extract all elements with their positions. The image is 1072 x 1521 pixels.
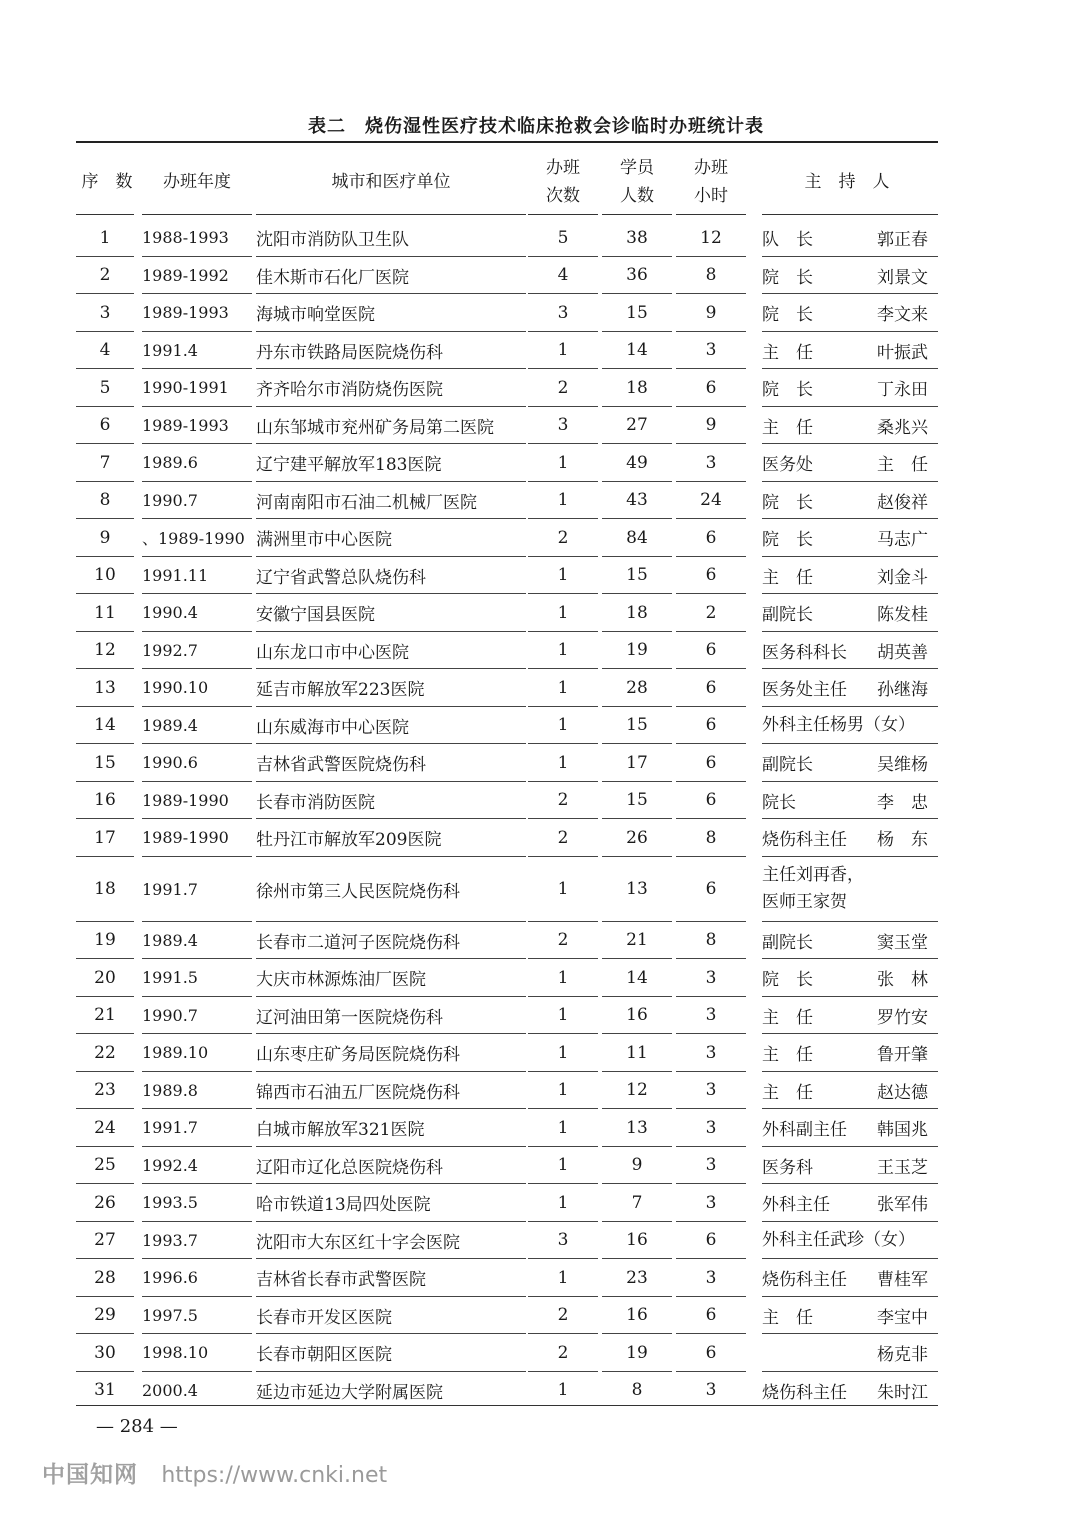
row-year: 1989.6 [142, 453, 198, 473]
row-host-title: 院 长 [762, 530, 813, 551]
row-org: 长春市开发区医院 [256, 1307, 392, 1328]
row-students: 21 [626, 930, 648, 951]
row-host-name: 刘景文 [877, 267, 928, 288]
row-times: 1 [557, 1155, 569, 1176]
row-host-name: 赵俊祥 [877, 492, 928, 513]
row-times: 2 [557, 377, 569, 398]
row-host-title: 主 任 [762, 567, 813, 588]
row-students: 15 [626, 715, 648, 736]
row-host-title: 副院长 [762, 755, 813, 776]
table-row [76, 1034, 938, 1072]
row-year: 1992.4 [142, 1155, 198, 1175]
row-seq: 22 [94, 1042, 116, 1063]
row-org: 延吉市解放军223医院 [256, 680, 425, 701]
row-hours: 3 [705, 1005, 717, 1026]
row-seq: 12 [94, 640, 116, 661]
row-org: 满洲里市中心医院 [256, 530, 392, 551]
row-year: 1992.7 [142, 640, 198, 660]
table-row [76, 294, 938, 332]
row-host-name: 张 林 [877, 970, 928, 991]
row-host-name: 叶振武 [877, 342, 928, 363]
row-times: 4 [557, 265, 569, 286]
row-times: 1 [557, 602, 569, 623]
row-host-name: 王玉芝 [877, 1157, 928, 1178]
row-year: 1988-1993 [142, 228, 229, 248]
row-seq: 19 [94, 930, 116, 951]
row-hours: 9 [705, 415, 717, 436]
row-seq: 15 [94, 752, 116, 773]
table-row [76, 922, 938, 960]
row-students: 16 [626, 1005, 648, 1026]
row-times: 2 [557, 930, 569, 951]
row-year: 1993.7 [142, 1230, 198, 1250]
row-host-name: 李文来 [877, 305, 928, 326]
row-org: 牡丹江市解放军209医院 [256, 830, 442, 851]
table-row [76, 219, 938, 257]
row-times: 1 [557, 1192, 569, 1213]
table-row [76, 1184, 938, 1222]
row-host-name: 窦玉堂 [877, 932, 928, 953]
row-times: 1 [557, 715, 569, 736]
row-seq: 31 [94, 1380, 116, 1401]
row-host-title: 主 任 [762, 342, 813, 363]
row-host-name: 曹桂军 [877, 1270, 928, 1291]
row-times: 2 [557, 790, 569, 811]
table-row [76, 959, 938, 997]
table-row [76, 407, 938, 445]
row-seq: 8 [99, 490, 111, 511]
row-students: 15 [626, 302, 648, 323]
row-students: 19 [626, 640, 648, 661]
row-hours: 3 [705, 1117, 717, 1138]
row-host-title: 主 任 [762, 417, 813, 438]
table-row [76, 1109, 938, 1147]
row-seq: 10 [94, 565, 116, 586]
row-students: 9 [631, 1155, 643, 1176]
row-times: 1 [557, 565, 569, 586]
header-org: 城市和医疗单位 [331, 172, 451, 192]
row-org: 锦西市石油五厂医院烧伤科 [256, 1082, 460, 1103]
row-times: 1 [557, 1380, 569, 1401]
row-seq: 11 [94, 602, 116, 623]
row-students: 15 [626, 565, 648, 586]
table-row [76, 782, 938, 820]
row-host-name: 杨克非 [877, 1345, 928, 1366]
row-org: 辽宁建平解放军183医院 [256, 455, 442, 476]
row-students: 28 [626, 677, 648, 698]
row-org: 佳木斯市石化厂医院 [256, 267, 409, 288]
row-hours: 3 [705, 1080, 717, 1101]
header-students: 学员 人数 [620, 158, 654, 206]
row-org: 山东威海市中心医院 [256, 717, 409, 738]
row-seq: 21 [94, 1005, 116, 1026]
row-times: 1 [557, 967, 569, 988]
row-times: 1 [557, 452, 569, 473]
watermark [42, 1456, 387, 1489]
row-times: 1 [557, 1267, 569, 1288]
row-year: 、1989-1990 [142, 529, 245, 549]
row-org: 吉林省长春市武警医院 [256, 1270, 426, 1291]
row-hours: 6 [705, 565, 717, 586]
row-hours: 8 [705, 265, 717, 286]
row-year: 2000.4 [142, 1380, 198, 1400]
row-host-title: 医务科 [762, 1157, 813, 1178]
row-students: 13 [626, 879, 648, 899]
header-separator [76, 214, 134, 215]
page-number: — 284 — [96, 1416, 178, 1437]
row-org: 沈阳市消防队卫生队 [256, 230, 409, 251]
row-hours: 3 [705, 967, 717, 988]
row-host-title: 烧伤科主任 [762, 1382, 847, 1403]
row-host-title: 副院长 [762, 605, 813, 626]
row-times: 2 [557, 1305, 569, 1326]
row-org: 河南南阳市石油二机械厂医院 [256, 492, 477, 513]
table-row [76, 707, 938, 745]
row-year: 1990.7 [142, 1005, 198, 1025]
row-times: 2 [557, 1342, 569, 1363]
row-host-name: 鲁开肇 [877, 1045, 928, 1066]
row-org: 大庆市林源炼油厂医院 [256, 970, 426, 991]
row-host: 外科主任武珍（女） [762, 1229, 915, 1250]
row-hours: 3 [705, 1155, 717, 1176]
row-seq: 24 [94, 1117, 116, 1138]
row-students: 17 [626, 752, 648, 773]
row-hours: 24 [700, 490, 722, 511]
row-seq: 16 [94, 790, 116, 811]
row-times: 1 [557, 1005, 569, 1026]
row-org: 长春市消防医院 [256, 792, 375, 813]
row-hours: 8 [705, 827, 717, 848]
header-times: 办班 次数 [546, 158, 580, 206]
row-host-name: 主 任 [877, 455, 928, 476]
row-times: 5 [557, 227, 569, 248]
row-org: 吉林省武警医院烧伤科 [256, 755, 426, 776]
table-row [76, 369, 938, 407]
row-hours: 6 [705, 377, 717, 398]
table-row [76, 1147, 938, 1185]
row-hours: 3 [705, 1267, 717, 1288]
row-host-title: 院 长 [762, 267, 813, 288]
row-org: 丹东市铁路局医院烧伤科 [256, 342, 443, 363]
table-row [76, 557, 938, 595]
row-host-title: 外科副主任 [762, 1120, 847, 1141]
row-host-name: 朱时江 [877, 1382, 928, 1403]
row-times: 1 [557, 1042, 569, 1063]
row-org: 延边市延边大学附属医院 [256, 1382, 443, 1403]
row-times: 3 [557, 415, 569, 436]
header-separator [142, 214, 252, 215]
row-org: 山东枣庄矿务局医院烧伤科 [256, 1045, 460, 1066]
row-times: 1 [557, 1117, 569, 1138]
table-row [76, 1072, 938, 1110]
row-seq: 3 [99, 302, 111, 323]
row-seq: 27 [94, 1230, 116, 1251]
header-separator [528, 214, 598, 215]
row-org: 沈阳市大东区红十字会医院 [256, 1232, 460, 1253]
row-year: 1991.7 [142, 879, 198, 899]
row-org: 长春市二道河子医院烧伤科 [256, 932, 460, 953]
row-hours: 3 [705, 340, 717, 361]
row-students: 14 [626, 340, 648, 361]
row-times: 1 [557, 879, 569, 899]
row-seq: 17 [94, 827, 116, 848]
row-students: 15 [626, 790, 648, 811]
row-host-name: 李 忠 [877, 792, 928, 813]
row-students: 49 [626, 452, 648, 473]
table-top-rule [76, 141, 938, 143]
row-host: 主任刘再香， 医师王家贺 [762, 865, 864, 912]
table-row [76, 1372, 938, 1410]
row-students: 7 [631, 1192, 643, 1213]
row-year: 1989.10 [142, 1043, 209, 1063]
row-hours: 6 [705, 1230, 717, 1251]
row-hours: 6 [705, 1342, 717, 1363]
table-row [76, 482, 938, 520]
row-students: 18 [626, 377, 648, 398]
row-times: 1 [557, 752, 569, 773]
row-year: 1989-1993 [142, 303, 229, 323]
table-row [76, 444, 938, 482]
row-org: 山东邹城市兖州矿务局第二医院 [256, 417, 494, 438]
row-host-title: 副院长 [762, 932, 813, 953]
row-hours: 6 [705, 752, 717, 773]
table-row [76, 819, 938, 857]
row-seq: 26 [94, 1192, 116, 1213]
header-separator [762, 214, 938, 215]
row-host-name: 张军伟 [877, 1195, 928, 1216]
table-body [76, 219, 938, 1409]
row-org: 辽河油田第一医院烧伤科 [256, 1007, 443, 1028]
row-year: 1991.11 [142, 565, 209, 585]
row-hours: 3 [705, 1042, 717, 1063]
row-students: 43 [626, 490, 648, 511]
table-header [76, 150, 938, 214]
row-host-title: 院 长 [762, 492, 813, 513]
row-seq: 9 [99, 527, 111, 548]
row-hours: 2 [705, 602, 717, 623]
row-host-title: 医务处主任 [762, 680, 847, 701]
row-students: 16 [626, 1305, 648, 1326]
table-row [76, 1259, 938, 1297]
row-hours: 3 [705, 452, 717, 473]
row-students: 12 [626, 1080, 648, 1101]
row-host-name: 胡英善 [877, 642, 928, 663]
header-year: 办班年度 [163, 172, 231, 192]
row-year: 1989.8 [142, 1080, 198, 1100]
row-seq: 13 [94, 677, 116, 698]
row-students: 26 [626, 827, 648, 848]
row-students: 11 [626, 1042, 648, 1063]
row-hours: 8 [705, 930, 717, 951]
row-host-name: 赵达德 [877, 1082, 928, 1103]
row-students: 84 [626, 527, 648, 548]
row-org: 辽宁省武警总队烧伤科 [256, 567, 426, 588]
row-times: 1 [557, 490, 569, 511]
header-separator [602, 214, 672, 215]
row-host-name: 罗竹安 [877, 1007, 928, 1028]
row-students: 18 [626, 602, 648, 623]
row-host-title: 烧伤科主任 [762, 1270, 847, 1291]
watermark-url: https://www.cnki.net [161, 1463, 388, 1488]
header-hours: 办班 小时 [694, 158, 728, 206]
row-year: 1990.10 [142, 678, 209, 698]
table-row [76, 519, 938, 557]
row-seq: 2 [99, 265, 111, 286]
row-year: 1993.5 [142, 1193, 198, 1213]
row-year: 1991.5 [142, 968, 198, 988]
row-times: 1 [557, 340, 569, 361]
row-year: 1990.6 [142, 753, 198, 773]
row-host-title: 院长 [762, 792, 796, 813]
row-year: 1991.7 [142, 1118, 198, 1138]
row-times: 1 [557, 640, 569, 661]
table-row [76, 669, 938, 707]
row-seq: 7 [99, 452, 111, 473]
row-times: 2 [557, 827, 569, 848]
row-seq: 4 [99, 340, 111, 361]
row-year: 1989-1992 [142, 265, 229, 285]
row-students: 23 [626, 1267, 648, 1288]
table-row [76, 632, 938, 670]
row-times: 3 [557, 302, 569, 323]
row-hours: 3 [705, 1380, 717, 1401]
row-host: 外科主任杨男（女） [762, 714, 915, 735]
row-year: 1990-1991 [142, 378, 229, 398]
row-year: 1989-1993 [142, 415, 229, 435]
header-separator [256, 214, 526, 215]
row-host-title: 主 任 [762, 1045, 813, 1066]
row-host-title: 院 长 [762, 380, 813, 401]
row-hours: 3 [705, 1192, 717, 1213]
row-times: 1 [557, 1080, 569, 1101]
row-hours: 9 [705, 302, 717, 323]
row-org: 安徽宁国县医院 [256, 605, 375, 626]
row-year: 1989-1990 [142, 828, 229, 848]
row-hours: 6 [705, 1305, 717, 1326]
row-hours: 6 [705, 527, 717, 548]
row-students: 16 [626, 1230, 648, 1251]
row-year: 1997.5 [142, 1305, 198, 1325]
row-host-name: 韩国兆 [877, 1120, 928, 1141]
row-students: 36 [626, 265, 648, 286]
row-students: 38 [626, 227, 648, 248]
row-year: 1989-1990 [142, 790, 229, 810]
row-hours: 6 [705, 677, 717, 698]
row-host-title: 院 长 [762, 305, 813, 326]
row-year: 1991.4 [142, 340, 198, 360]
row-host-title: 院 长 [762, 970, 813, 991]
table-bottom-rule [76, 1405, 938, 1406]
row-seq: 23 [94, 1080, 116, 1101]
row-host-title: 医务处 [762, 455, 813, 476]
row-seq: 29 [94, 1305, 116, 1326]
table-row [76, 1297, 938, 1335]
row-students: 8 [631, 1380, 643, 1401]
row-seq: 5 [99, 377, 111, 398]
table-row [76, 332, 938, 370]
row-host-name: 郭正春 [877, 230, 928, 251]
header-host: 主 持 人 [804, 172, 890, 192]
row-students: 19 [626, 1342, 648, 1363]
row-host-title: 主 任 [762, 1307, 813, 1328]
row-host-name: 李宝中 [877, 1307, 928, 1328]
row-year: 1990.7 [142, 490, 198, 510]
row-seq: 25 [94, 1155, 116, 1176]
row-host-name: 陈发桂 [877, 605, 928, 626]
row-year: 1998.10 [142, 1343, 209, 1363]
row-seq: 30 [94, 1342, 116, 1363]
row-host-name: 孙继海 [877, 680, 928, 701]
header-separator [676, 214, 746, 215]
row-times: 2 [557, 527, 569, 548]
row-host-title: 烧伤科主任 [762, 830, 847, 851]
row-org: 山东龙口市中心医院 [256, 642, 409, 663]
row-students: 27 [626, 415, 648, 436]
row-hours: 6 [705, 790, 717, 811]
row-org: 海城市响堂医院 [256, 305, 375, 326]
table-row [76, 1334, 938, 1372]
header-seq: 序 数 [81, 172, 133, 192]
row-host-name: 刘金斗 [877, 567, 928, 588]
row-year: 1989.4 [142, 930, 198, 950]
row-host-name: 桑兆兴 [877, 417, 928, 438]
watermark-brand: 中国知网 [42, 1462, 138, 1488]
row-hours: 6 [705, 879, 717, 899]
table-row [76, 857, 938, 922]
table-row [76, 997, 938, 1035]
table-row [76, 1222, 938, 1260]
row-times: 1 [557, 677, 569, 698]
row-host-title: 主 任 [762, 1007, 813, 1028]
row-host-title: 外科主任 [762, 1195, 830, 1216]
row-host-name: 马志广 [877, 530, 928, 551]
row-org: 徐州市第三人民医院烧伤科 [256, 881, 460, 902]
table-row [76, 594, 938, 632]
row-seq: 28 [94, 1267, 116, 1288]
table-title: 表二 烧伤湿性医疗技术临床抢救会诊临时办班统计表 [308, 116, 764, 137]
row-host-title: 主 任 [762, 1082, 813, 1103]
row-seq: 14 [94, 715, 116, 736]
row-org: 白城市解放军321医院 [256, 1120, 425, 1141]
row-seq: 6 [99, 415, 111, 436]
row-hours: 12 [700, 227, 722, 248]
row-year: 1990.4 [142, 603, 198, 623]
table-row [76, 257, 938, 295]
row-hours: 6 [705, 640, 717, 661]
row-org: 齐齐哈尔市消防烧伤医院 [256, 380, 443, 401]
table-row [76, 744, 938, 782]
row-year: 1989.4 [142, 715, 198, 735]
row-host-title: 队 长 [762, 230, 813, 251]
row-host-name: 杨 东 [877, 830, 928, 851]
row-host-title: 医务科科长 [762, 642, 847, 663]
row-students: 14 [626, 967, 648, 988]
row-host-name: 丁永田 [877, 380, 928, 401]
row-seq: 20 [94, 967, 116, 988]
row-org: 辽阳市辽化总医院烧伤科 [256, 1157, 443, 1178]
row-times: 3 [557, 1230, 569, 1251]
row-org: 长春市朝阳区医院 [256, 1345, 392, 1366]
row-year: 1996.6 [142, 1268, 198, 1288]
row-host-name: 吴维杨 [877, 755, 928, 776]
row-org: 哈市铁道13局四处医院 [256, 1195, 431, 1216]
row-seq: 1 [99, 227, 111, 248]
row-hours: 6 [705, 715, 717, 736]
row-students: 13 [626, 1117, 648, 1138]
row-seq: 18 [94, 879, 116, 899]
